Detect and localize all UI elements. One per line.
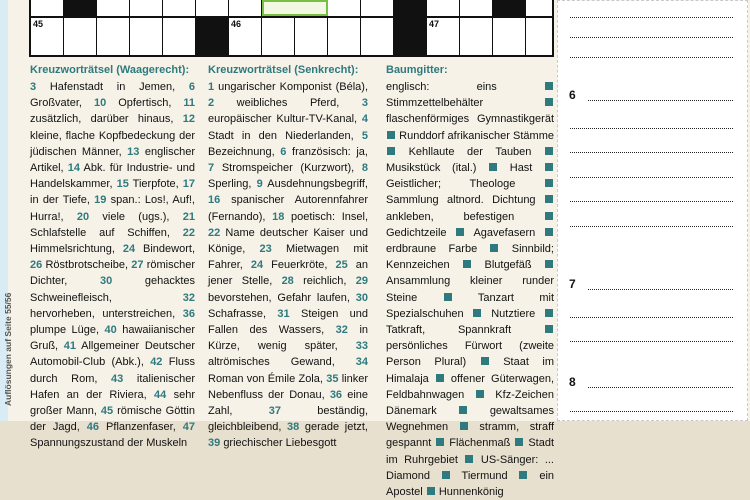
- clue-number: 41: [63, 340, 77, 353]
- clue-text: Hafenstadt in Jemen,: [49, 81, 176, 93]
- clue-text: Flächenmaß: [449, 437, 511, 450]
- clue-number: 25: [335, 259, 348, 272]
- clue-number: 34: [355, 356, 369, 369]
- separator-square-icon: [465, 455, 473, 463]
- grid-cell[interactable]: [97, 18, 130, 55]
- separator-square-icon: [436, 374, 444, 382]
- clue: [30, 259, 128, 271]
- clue-text: zusätzlich, darüber hinaus,: [30, 113, 174, 126]
- answer-line[interactable]: [570, 201, 733, 202]
- clue-text: spanischer Autorennfahrer (Fernando),: [208, 194, 368, 223]
- clue-number: 9: [256, 178, 263, 191]
- clue-number: 23: [259, 243, 272, 256]
- clue-text: eine Zahl,: [208, 388, 368, 418]
- clue-number: 22: [182, 226, 195, 239]
- separator-square-icon: [545, 228, 553, 236]
- crossword-grid: [29, 0, 554, 57]
- clue-text: italienischer Hafen an der Riviera,: [30, 372, 196, 401]
- grid-cell[interactable]: [427, 18, 460, 55]
- answer-panel: [557, 0, 748, 421]
- grid-cell[interactable]: [460, 18, 493, 55]
- clue-text: englischer Artikel,: [30, 145, 196, 175]
- grid-cell[interactable]: [31, 18, 64, 55]
- clue-text: Tiermund: [461, 469, 508, 482]
- cell-number: 45: [33, 19, 44, 29]
- clue-number: 8: [361, 162, 368, 175]
- grid-cell[interactable]: [163, 0, 196, 16]
- clue: [30, 81, 175, 93]
- clue-text: europäischer Kultur-TV-Kanal,: [208, 113, 358, 126]
- grid-cell-black: [493, 0, 526, 16]
- clue-number: 26: [30, 259, 43, 272]
- clue-text: Spannungszustand der Muskeln: [30, 437, 188, 450]
- grid-row: [31, 0, 552, 18]
- grid-cell-black: [394, 0, 427, 16]
- clue-number: 31: [277, 307, 290, 320]
- separator-square-icon: [460, 422, 468, 430]
- separator-square-icon: [481, 357, 489, 365]
- clue-text: Feuerkröte,: [271, 259, 328, 272]
- separator-square-icon: [387, 147, 395, 155]
- answer-line[interactable]: [588, 100, 733, 101]
- clue-text: Bindewort,: [143, 243, 196, 256]
- clue-text: altrömisches Gewand,: [208, 356, 335, 369]
- clue: [208, 437, 336, 449]
- separator-square-icon: [489, 163, 497, 171]
- clue-number: 33: [355, 340, 368, 353]
- clue-number: 45: [100, 405, 114, 418]
- grid-cell[interactable]: [229, 0, 262, 16]
- separator-square-icon: [490, 244, 498, 252]
- clue-text: Sperling,: [208, 178, 252, 191]
- answer-line[interactable]: [570, 226, 733, 227]
- clue-text: reichlich,: [303, 275, 347, 288]
- answer-line[interactable]: [570, 17, 733, 18]
- clue-text: bevorstehen, Gefahr laufen,: [208, 291, 350, 304]
- clue-text: span.: Los!, Auf!, Hurra!,: [30, 194, 195, 223]
- clue-text: kleine, flache Kopfbedeckung der jüdischen Männer,: [30, 129, 195, 158]
- clue-number: 47: [182, 421, 196, 434]
- clue-text: Himmelsrichtung,: [30, 243, 115, 256]
- solutions-reference: Auflösungen auf Seite 55/56: [3, 292, 13, 406]
- clue-text: sehr großer Mann,: [30, 388, 195, 418]
- clue-number: 42: [150, 356, 163, 369]
- separator-square-icon: [545, 179, 553, 187]
- separator-square-icon: [456, 228, 464, 236]
- grid-cell[interactable]: [361, 0, 394, 16]
- answer-label: 8: [569, 375, 576, 389]
- clue-number: 27: [131, 259, 144, 272]
- separator-square-icon: [444, 293, 452, 301]
- clue-number: 35: [326, 372, 339, 385]
- grid-cell[interactable]: [97, 0, 130, 16]
- grid-cell[interactable]: [229, 18, 262, 55]
- clue-text: Geistlicher; Theologe: [386, 178, 516, 191]
- clue-number: 21: [182, 210, 195, 223]
- clue-text: Kehllaute der Tauben: [408, 145, 532, 158]
- clue-number: 43: [111, 372, 124, 385]
- separator-square-icon: [545, 163, 553, 171]
- grid-cell[interactable]: [130, 0, 163, 16]
- clue-number: 22: [208, 226, 221, 239]
- grid-cell-black: [196, 18, 229, 55]
- clue: [117, 178, 179, 190]
- clue-number: 15: [116, 178, 129, 191]
- clue-text: ankleben, befestigen: [386, 210, 515, 223]
- clue-number: 7: [208, 162, 215, 175]
- grid-row: [31, 18, 552, 55]
- clue-text: poetisch: Insel,: [291, 210, 369, 223]
- grid-cell[interactable]: [493, 18, 526, 55]
- clue-text: Stimmzettelbehälter: [386, 97, 484, 110]
- clue-text: Röstbrotscheibe,: [45, 259, 129, 272]
- clue-text: Abk. für Industrie- und Handelskammer,: [30, 162, 195, 191]
- grid-cell[interactable]: [262, 18, 295, 55]
- clue: [123, 243, 195, 255]
- clue-number: 36: [182, 307, 195, 320]
- answer-line[interactable]: [570, 37, 733, 38]
- clue-text: Steigen und Fallen des Wassers,: [208, 307, 368, 337]
- clue: [287, 421, 368, 433]
- separator-square-icon: [545, 212, 553, 220]
- clue-text: Allgemeiner Deutscher Automobil-Club (Abk.),: [30, 340, 195, 369]
- grid-cell[interactable]: [328, 18, 361, 55]
- clue-text: Sinnbild; Kennzeichen: [386, 243, 554, 272]
- answer-line[interactable]: [588, 289, 733, 290]
- answer-line[interactable]: [588, 387, 733, 388]
- clue-text: plumpe Lüge,: [30, 324, 100, 337]
- clue-number: 13: [127, 145, 140, 158]
- clue-text: US-Sänger: ... Diamond: [386, 453, 554, 482]
- clue-number: 20: [76, 210, 90, 223]
- answer-line[interactable]: [570, 411, 733, 412]
- clues-across-text: [30, 79, 195, 452]
- clue-number: 37: [268, 405, 281, 418]
- cell-number: 47: [429, 19, 440, 29]
- grid-cell[interactable]: [526, 18, 552, 55]
- clue-text: stramm, straff gespannt: [386, 421, 555, 450]
- clue-text: französisch: ja,: [292, 145, 368, 158]
- clue-text: persönliches Fürwort (zweite Person Plural): [386, 340, 554, 369]
- grid-cell[interactable]: [163, 18, 196, 55]
- clue-number: 46: [86, 421, 100, 434]
- answer-line[interactable]: [570, 128, 733, 129]
- grid-cell-black: [394, 18, 427, 55]
- clue-text: hervorheben, unterstreichen,: [30, 307, 176, 320]
- clue-text: Tanzart mit Spezialschuhen: [386, 291, 554, 320]
- clue: [94, 97, 171, 109]
- separator-square-icon: [545, 195, 553, 203]
- grid-cell[interactable]: [130, 18, 163, 55]
- separator-square-icon: [545, 98, 553, 106]
- clue-number: 44: [154, 388, 167, 401]
- clue-text: weibliches Pferd,: [236, 97, 340, 110]
- clue-text: Schafrasse,: [208, 307, 267, 320]
- clue-text: Bezeichnung,: [208, 145, 275, 158]
- clue-text: Staat im Himalaja: [386, 356, 554, 385]
- grid-cell[interactable]: [460, 0, 493, 16]
- answer-line[interactable]: [570, 152, 733, 153]
- clue-number: 3: [30, 81, 37, 93]
- clue-text: flaschenförmiges Gymnastikgerät: [386, 113, 554, 126]
- separator-square-icon: [387, 131, 395, 139]
- clue-text: römische Göttin der Jagd,: [30, 405, 195, 434]
- grid-cell-highlighted[interactable]: [262, 0, 328, 16]
- clue-number: 1: [208, 81, 215, 93]
- answer-line[interactable]: [570, 317, 733, 318]
- clue-text: Agavefasern: [473, 226, 536, 239]
- grid-cell[interactable]: [64, 18, 97, 55]
- clues-tree-grid: [386, 63, 554, 500]
- clue-text: englisch: eins: [386, 81, 497, 93]
- clues-down: [208, 63, 368, 452]
- clue-text: römischer Dichter,: [30, 259, 195, 288]
- answer-label: 7: [569, 277, 576, 291]
- clue-number: 24: [122, 243, 136, 256]
- clue-number: 6: [188, 81, 196, 93]
- separator-square-icon: [436, 438, 444, 446]
- clue-text: beständig, gleichbleibend,: [208, 405, 369, 434]
- clue-number: 12: [182, 113, 195, 126]
- grid-cell[interactable]: [31, 0, 64, 16]
- clue-text: Tierpfote,: [132, 178, 179, 191]
- clue-text: Tatkraft, Spannkraft: [386, 324, 512, 337]
- clue: [87, 421, 176, 433]
- clue-text: Kfz-Zeichen Dänemark: [386, 388, 554, 418]
- clue-number: 32: [182, 291, 195, 304]
- clue-text: Mietwagen mit Fahrer,: [208, 243, 368, 272]
- clue-text: Blutgefäß: [484, 259, 532, 272]
- clue-number: 30: [99, 275, 113, 288]
- grid-cell[interactable]: [427, 0, 460, 16]
- answer-line[interactable]: [570, 57, 733, 58]
- clue-text: Hast: [509, 162, 533, 175]
- separator-square-icon: [473, 309, 481, 317]
- separator-square-icon: [476, 390, 484, 398]
- clue-number: 18: [272, 210, 285, 223]
- clue-text: gehacktes Schweinefleisch,: [30, 275, 196, 304]
- clue-text: viele (ugs.),: [102, 210, 170, 223]
- separator-square-icon: [545, 325, 553, 333]
- answer-line[interactable]: [570, 341, 733, 342]
- clue-text: Gedichtzeile: [386, 226, 447, 239]
- clue-number: 39: [208, 437, 221, 450]
- separator-square-icon: [545, 260, 553, 268]
- clue-text: linker Nebenfluss der Donau,: [208, 372, 369, 401]
- clue-number: 24: [250, 259, 264, 272]
- clue-text: Musikstück (ital.): [386, 162, 477, 175]
- clue-text: Opfertisch,: [118, 97, 172, 110]
- grid-cell[interactable]: [196, 0, 229, 16]
- grid-cell[interactable]: [361, 18, 394, 55]
- clue-text: Runddorf afrikanischer Stämme: [399, 129, 554, 142]
- clue-text: gewaltsames Wegnehmen: [386, 405, 555, 434]
- separator-square-icon: [545, 147, 553, 155]
- grid-cell[interactable]: [328, 0, 361, 16]
- clue-number: 4: [361, 113, 368, 126]
- clue-text: Ausdehnungsbegriff,: [267, 178, 368, 191]
- clue: [251, 259, 328, 271]
- clue-number: 14: [67, 162, 81, 175]
- clue-number: 29: [355, 275, 368, 288]
- clue-number: 38: [287, 421, 300, 434]
- clue: [257, 178, 368, 190]
- clue-number: 11: [183, 97, 195, 110]
- clue-number: 30: [355, 291, 368, 304]
- answer-line[interactable]: [570, 177, 733, 178]
- clue-text: Großvater,: [30, 97, 82, 110]
- clue-text: in Kürze, wenig später,: [208, 324, 368, 353]
- clues-across-heading: Kreuzworträtsel (Waagerecht):: [30, 64, 190, 76]
- cell-number: 46: [231, 19, 242, 29]
- clue-number: 28: [281, 275, 294, 288]
- clue: [208, 97, 339, 109]
- clue-text: Stadt in den Niederlanden,: [208, 129, 354, 142]
- clue-number: 2: [208, 97, 215, 110]
- answer-label: 6: [569, 88, 576, 102]
- separator-square-icon: [459, 406, 467, 414]
- separator-square-icon: [515, 438, 523, 446]
- clue-number: 3: [361, 97, 368, 110]
- separator-square-icon: [442, 471, 450, 479]
- clue-number: 36: [329, 388, 343, 401]
- clue-text: Sammlung altnord. Dichtung: [386, 194, 536, 207]
- clue: [208, 81, 368, 93]
- clue-text: hawaiianischer Gruß,: [30, 324, 195, 353]
- clue-text: offener Güterwagen, Feldbahnwagen: [386, 372, 555, 401]
- clue-text: Stromspeicher (Kurzwort),: [221, 162, 355, 175]
- clue-text: Stadt im Ruhrgebiet: [386, 437, 555, 466]
- clue-text: Hunnenkönig: [438, 486, 504, 499]
- clue-number: 32: [335, 324, 348, 337]
- clue-number: 17: [182, 178, 195, 191]
- clue-text: Roman von Émile Zola,: [208, 372, 323, 385]
- clue-text: Name deutscher Kaiser und Könige,: [208, 226, 368, 256]
- clue-text: in der Tiefe,: [30, 194, 90, 207]
- clue-number: 16: [208, 194, 221, 207]
- clue-text: ein Apostel: [386, 469, 555, 499]
- separator-square-icon: [545, 309, 553, 317]
- clue-number: 10: [93, 97, 107, 110]
- clue-text: ungarischer Komponist (Béla),: [218, 81, 368, 93]
- clue-text: Ansammlung kleiner runder Steine: [386, 275, 554, 304]
- clue-number: 5: [361, 129, 368, 142]
- grid-cell-black: [64, 0, 97, 16]
- clue-text: gerade jetzt,: [304, 421, 368, 434]
- clues-down-heading: Kreuzworträtsel (Senkrecht):: [208, 64, 359, 76]
- clue-text: Schlafstelle auf Schiffen,: [30, 226, 170, 239]
- separator-square-icon: [545, 82, 553, 90]
- clue-text: Fluss durch Rom,: [30, 356, 196, 385]
- clue: [208, 162, 354, 174]
- grid-cell[interactable]: [295, 18, 328, 55]
- clues-tree-grid-heading: Baumgitter:: [386, 64, 448, 76]
- clue-text: Nutztiere: [491, 307, 536, 320]
- clue-text: griechischer Liebesgott: [223, 437, 337, 450]
- clue: [77, 211, 170, 223]
- clue-text: erdbraune Farbe: [386, 243, 478, 256]
- separator-square-icon: [463, 260, 471, 268]
- clue-text: Pflanzenfaser,: [106, 421, 176, 434]
- clue: [282, 275, 347, 287]
- grid-cell[interactable]: [526, 0, 552, 16]
- clue-number: 6: [280, 145, 287, 158]
- clues-down-text: [208, 79, 368, 452]
- clue-number: 40: [104, 324, 117, 337]
- clue: [272, 211, 368, 223]
- clues-tree-grid-text: [386, 79, 554, 500]
- clue-text: an jener Stelle,: [208, 259, 368, 288]
- separator-square-icon: [427, 487, 435, 495]
- separator-square-icon: [519, 471, 527, 479]
- clues-across: [30, 63, 195, 452]
- clue-number: 19: [94, 194, 107, 207]
- clue: [280, 146, 368, 158]
